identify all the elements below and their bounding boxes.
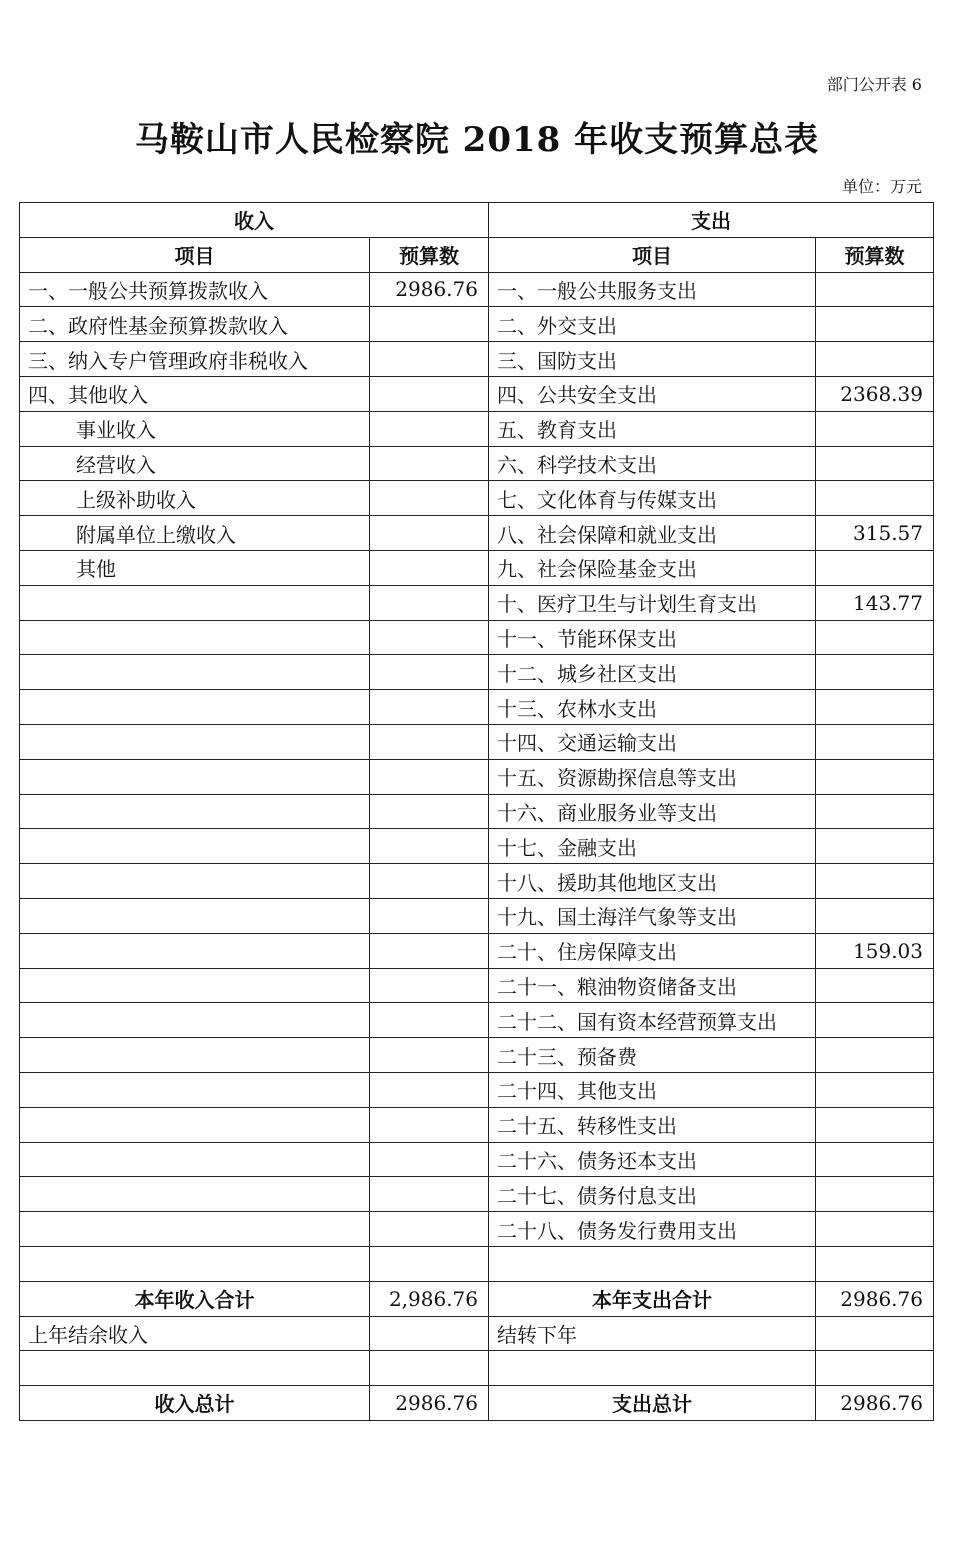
expense-item-cell: 四、公共安全支出 <box>489 376 816 411</box>
income-value-cell <box>370 1003 489 1038</box>
income-item-cell: 三、纳入专户管理政府非税收入 <box>20 342 370 377</box>
expense-value-cell: 2368.39 <box>816 376 934 411</box>
income-value-cell <box>370 655 489 690</box>
column-header-row <box>20 237 934 272</box>
income-value-cell <box>370 446 489 481</box>
income-value-cell <box>370 307 489 342</box>
table-row <box>20 1107 934 1142</box>
year-expense-total-value: 2986.76 <box>816 1281 934 1316</box>
expense-item-cell: 十、医疗卫生与计划生育支出 <box>489 585 816 620</box>
year-income-total-label: 本年收入合计 <box>20 1281 370 1316</box>
document-code: 部门公开表 6 <box>826 75 922 94</box>
expense-value-cell <box>816 272 934 307</box>
grand-total-row <box>20 1386 934 1421</box>
income-grand-total-label: 收入总计 <box>20 1386 370 1421</box>
table-row <box>20 272 934 307</box>
blank-cell <box>816 1351 934 1386</box>
expense-item-cell: 二十五、转移性支出 <box>489 1107 816 1142</box>
income-value-cell <box>370 481 489 516</box>
income-value-cell <box>370 620 489 655</box>
table-row <box>20 968 934 1003</box>
table-row <box>20 655 934 690</box>
income-item-cell <box>20 1038 370 1073</box>
expense-item-cell <box>489 1246 816 1281</box>
income-budget-header: 预算数 <box>370 237 489 272</box>
year-expense-total-label: 本年支出合计 <box>489 1281 816 1316</box>
table-row <box>20 411 934 446</box>
expense-budget-header: 预算数 <box>816 237 934 272</box>
table-row <box>20 933 934 968</box>
table-row <box>20 759 934 794</box>
expense-item-cell: 二十二、国有资本经营预算支出 <box>489 1003 816 1038</box>
expense-item-cell: 二十八、债务发行费用支出 <box>489 1212 816 1247</box>
expense-item-cell: 二十三、预备费 <box>489 1038 816 1073</box>
expense-item-cell: 十九、国土海洋气象等支出 <box>489 898 816 933</box>
income-value-cell <box>370 794 489 829</box>
expense-value-cell: 159.03 <box>816 933 934 968</box>
income-value-cell <box>370 1142 489 1177</box>
income-value-cell <box>370 376 489 411</box>
income-item-cell <box>20 585 370 620</box>
table-row <box>20 1212 934 1247</box>
income-value-cell <box>370 585 489 620</box>
expense-value-cell <box>816 1038 934 1073</box>
table-row <box>20 1142 934 1177</box>
expense-item-cell: 十一、节能环保支出 <box>489 620 816 655</box>
income-value-cell <box>370 968 489 1003</box>
income-item-cell: 上级补助收入 <box>20 481 370 516</box>
income-item-cell <box>20 620 370 655</box>
table-row <box>20 585 934 620</box>
income-value-cell <box>370 1038 489 1073</box>
income-item-cell <box>20 655 370 690</box>
expense-grand-total-label: 支出总计 <box>489 1386 816 1421</box>
table-row <box>20 516 934 551</box>
expense-value-cell <box>816 898 934 933</box>
expense-value-cell: 315.57 <box>816 516 934 551</box>
expense-item-cell: 五、教育支出 <box>489 411 816 446</box>
table-row <box>20 307 934 342</box>
expense-value-cell <box>816 342 934 377</box>
table-row <box>20 690 934 725</box>
income-value-cell <box>370 1107 489 1142</box>
table-row <box>20 376 934 411</box>
expense-item-cell: 八、社会保障和就业支出 <box>489 516 816 551</box>
expense-item-cell: 二十一、粮油物资储备支出 <box>489 968 816 1003</box>
income-item-cell <box>20 1142 370 1177</box>
table-row <box>20 1177 934 1212</box>
expense-item-cell: 二十七、债务付息支出 <box>489 1177 816 1212</box>
expense-value-cell <box>816 411 934 446</box>
income-value-cell <box>370 1212 489 1247</box>
expense-item-cell: 十四、交通运输支出 <box>489 724 816 759</box>
expense-item-cell: 九、社会保险基金支出 <box>489 550 816 585</box>
expense-item-cell: 一、一般公共服务支出 <box>489 272 816 307</box>
income-item-cell <box>20 1177 370 1212</box>
expense-value-cell <box>816 1177 934 1212</box>
table-row <box>20 550 934 585</box>
income-item-cell: 经营收入 <box>20 446 370 481</box>
table-row <box>20 446 934 481</box>
expense-item-header: 项目 <box>489 237 816 272</box>
income-item-cell <box>20 1246 370 1281</box>
expense-value-cell <box>816 620 934 655</box>
blank-cell <box>370 1351 489 1386</box>
prior-year-balance-value <box>370 1316 489 1351</box>
income-item-cell: 其他 <box>20 550 370 585</box>
income-item-cell <box>20 864 370 899</box>
table-row <box>20 898 934 933</box>
expense-value-cell <box>816 1142 934 1177</box>
table-row <box>20 829 934 864</box>
income-item-cell: 附属单位上缴收入 <box>20 516 370 551</box>
expense-item-cell: 十七、金融支出 <box>489 829 816 864</box>
income-value-cell: 2986.76 <box>370 272 489 307</box>
expense-value-cell <box>816 1107 934 1142</box>
income-item-cell <box>20 829 370 864</box>
income-item-cell <box>20 690 370 725</box>
income-value-cell <box>370 342 489 377</box>
expense-value-cell <box>816 690 934 725</box>
expense-item-cell: 十八、援助其他地区支出 <box>489 864 816 899</box>
income-item-header: 项目 <box>20 237 370 272</box>
expense-value-cell <box>816 794 934 829</box>
income-item-cell <box>20 1212 370 1247</box>
expense-header: 支出 <box>489 203 934 238</box>
income-value-cell <box>370 724 489 759</box>
expense-item-cell: 六、科学技术支出 <box>489 446 816 481</box>
expense-item-cell: 十五、资源勘探信息等支出 <box>489 759 816 794</box>
expense-value-cell <box>816 829 934 864</box>
income-value-cell <box>370 829 489 864</box>
expense-grand-total-value: 2986.76 <box>816 1386 934 1421</box>
income-value-cell <box>370 690 489 725</box>
expense-value-cell <box>816 1212 934 1247</box>
unit-label: 单位：万元 <box>841 177 922 196</box>
expense-value-cell <box>816 1072 934 1107</box>
carry-row <box>20 1316 934 1351</box>
income-value-cell <box>370 1177 489 1212</box>
expense-value-cell <box>816 864 934 899</box>
expense-value-cell <box>816 655 934 690</box>
table-row <box>20 342 934 377</box>
carry-forward-value <box>816 1316 934 1351</box>
table-row <box>20 1003 934 1038</box>
expense-item-cell: 二十、住房保障支出 <box>489 933 816 968</box>
income-value-cell <box>370 759 489 794</box>
income-item-cell: 事业收入 <box>20 411 370 446</box>
prior-year-balance-label: 上年结余收入 <box>20 1316 370 1351</box>
expense-value-cell <box>816 759 934 794</box>
income-item-cell: 二、政府性基金预算拨款收入 <box>20 307 370 342</box>
expense-value-cell <box>816 968 934 1003</box>
income-value-cell <box>370 933 489 968</box>
expense-item-cell: 十三、农林水支出 <box>489 690 816 725</box>
expense-value-cell <box>816 1003 934 1038</box>
table-row <box>20 1072 934 1107</box>
expense-value-cell: 143.77 <box>816 585 934 620</box>
income-grand-total-value: 2986.76 <box>370 1386 489 1421</box>
table-row <box>20 864 934 899</box>
income-item-cell <box>20 1107 370 1142</box>
income-item-cell <box>20 933 370 968</box>
expense-item-cell: 七、文化体育与传媒支出 <box>489 481 816 516</box>
income-item-cell <box>20 1072 370 1107</box>
expense-value-cell <box>816 481 934 516</box>
expense-item-cell: 十二、城乡社区支出 <box>489 655 816 690</box>
expense-item-cell: 十六、商业服务业等支出 <box>489 794 816 829</box>
income-value-cell <box>370 411 489 446</box>
expense-value-cell <box>816 307 934 342</box>
income-value-cell <box>370 550 489 585</box>
expense-item-cell: 二十六、债务还本支出 <box>489 1142 816 1177</box>
blank-row <box>20 1351 934 1386</box>
income-value-cell <box>370 1246 489 1281</box>
table-row <box>20 1246 934 1281</box>
expense-item-cell: 二、外交支出 <box>489 307 816 342</box>
expense-item-cell: 二十四、其他支出 <box>489 1072 816 1107</box>
blank-cell <box>20 1351 370 1386</box>
income-item-cell <box>20 724 370 759</box>
carry-forward-label: 结转下年 <box>489 1316 816 1351</box>
table-row <box>20 620 934 655</box>
income-item-cell <box>20 898 370 933</box>
income-item-cell <box>20 1003 370 1038</box>
year-income-total-value: 2,986.76 <box>370 1281 489 1316</box>
table-row <box>20 724 934 759</box>
expense-item-cell: 三、国防支出 <box>489 342 816 377</box>
expense-value-cell <box>816 446 934 481</box>
income-value-cell <box>370 516 489 551</box>
income-value-cell <box>370 1072 489 1107</box>
expense-value-cell <box>816 724 934 759</box>
page-title: 马鞍山市人民检察院 2018 年收支预算总表 <box>134 120 820 160</box>
income-item-cell: 四、其他收入 <box>20 376 370 411</box>
table-row <box>20 481 934 516</box>
income-item-cell <box>20 968 370 1003</box>
budget-table-body <box>20 203 934 1421</box>
blank-cell <box>489 1351 816 1386</box>
income-item-cell: 一、一般公共预算拨款收入 <box>20 272 370 307</box>
table-row <box>20 1038 934 1073</box>
income-value-cell <box>370 864 489 899</box>
budget-table <box>19 202 934 1421</box>
year-total-row <box>20 1281 934 1316</box>
income-value-cell <box>370 898 489 933</box>
income-item-cell <box>20 759 370 794</box>
table-row <box>20 794 934 829</box>
section-header-row <box>20 203 934 238</box>
income-item-cell <box>20 794 370 829</box>
expense-value-cell <box>816 1246 934 1281</box>
expense-value-cell <box>816 550 934 585</box>
income-header: 收入 <box>20 203 489 238</box>
